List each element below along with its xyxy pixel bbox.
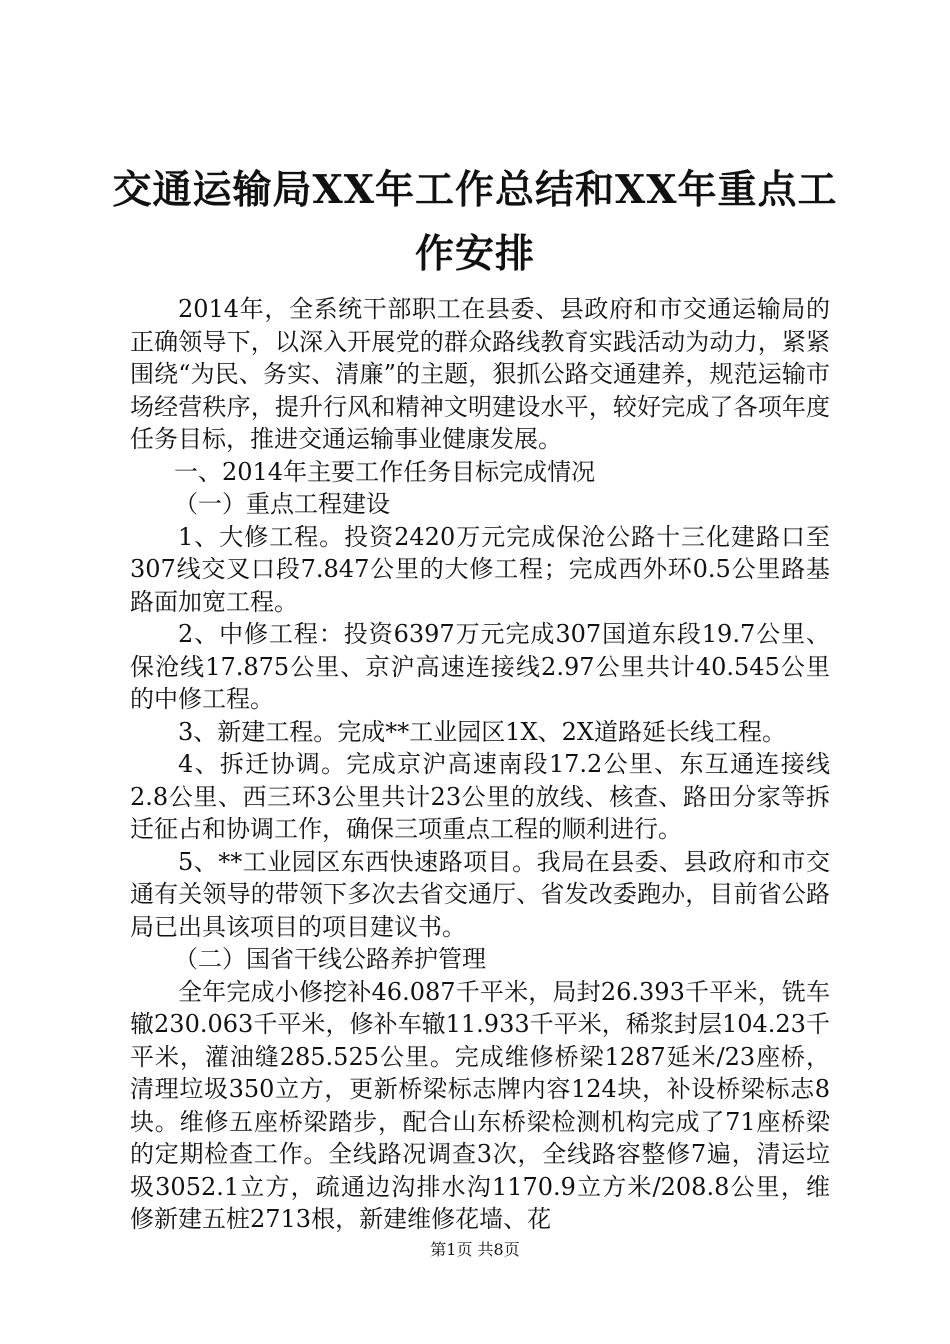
section-heading-1: 一、2014年主要工作任务目标完成情况 — [174, 457, 596, 486]
paragraph-intro: 2014年，全系统干部职工在县委、县政府和市交通运输局的正确领导下，以深入开展党的群众路线教育实践活动为动力，紧紧围绕“为民、务实、清廉”的主题，狠抓公路交通建养，规范运输市场经营秩序，提升行风和精神文明建设水平，较好完成了各项年度任务目标，推进交通运输事业健康发展。 — [130, 295, 830, 453]
paragraph-item-5: 5、**工业园区东西快速路项目。我局在县委、县政府和市交通有关领导的带领下多次去省交通厅、省发改委跑办，目前省公路局已出具该项目的项目建议书。 — [130, 847, 830, 941]
paragraph-maintenance: 全年完成小修挖补46.087千平米，局封26.393千平米，铣车辙230.063千平米，修补车辙11.933千平米，稀浆封层104.23千平米，灌油缝285.525公里。完成维修桥梁1287延米/23座桥，清理垃圾350立方，更新桥梁标志牌内容124块，补设桥梁标志8块。维修五座桥梁踏步，配合山东桥梁检测机构完成了71座桥梁的定期检查工作。全线路况调查3次，全线路容整修7遍，清运垃圾3052.1立方，疏通边沟排水沟1170.9立方米/208.8公里，维修新建五桩2713根，新建维修花墙、花 — [130, 977, 830, 1233]
subsection-heading-2: （二）国省干线公路养护管理 — [174, 945, 486, 973]
paragraph-item-4: 4、拆迁协调。完成京沪高速南段17.2公里、东互通连接线2.8公里、西三环3公里共计23公里的放线、核查、路田分家等拆迁征占和协调工作，确保三项重点工程的顺利进行。 — [130, 750, 830, 843]
paragraph-item-1: 1、大修工程。投资2420万元完成保沧公路十三化建路口至307线交叉口段7.847公里的大修工程；完成西外环0.5公里路基路面加宽工程。 — [130, 522, 830, 616]
paragraph-item-3: 3、新建工程。完成**工业园区1X、2X道路延长线工程。 — [178, 717, 786, 746]
document-body — [130, 293, 830, 1236]
document-title: 交通运输局XX年工作总结和XX年重点工作安排 — [112, 167, 838, 277]
paragraph-item-2: 2、中修工程：投资6397万元完成307国道东段19.7公里、保沧线17.875公里、京沪高速连接线2.97公里共计40.545公里的中修工程。 — [130, 620, 830, 713]
subsection-heading-1: （一）重点工程建设 — [174, 490, 390, 518]
page-footer: 第1页 共8页 — [430, 1240, 520, 1259]
